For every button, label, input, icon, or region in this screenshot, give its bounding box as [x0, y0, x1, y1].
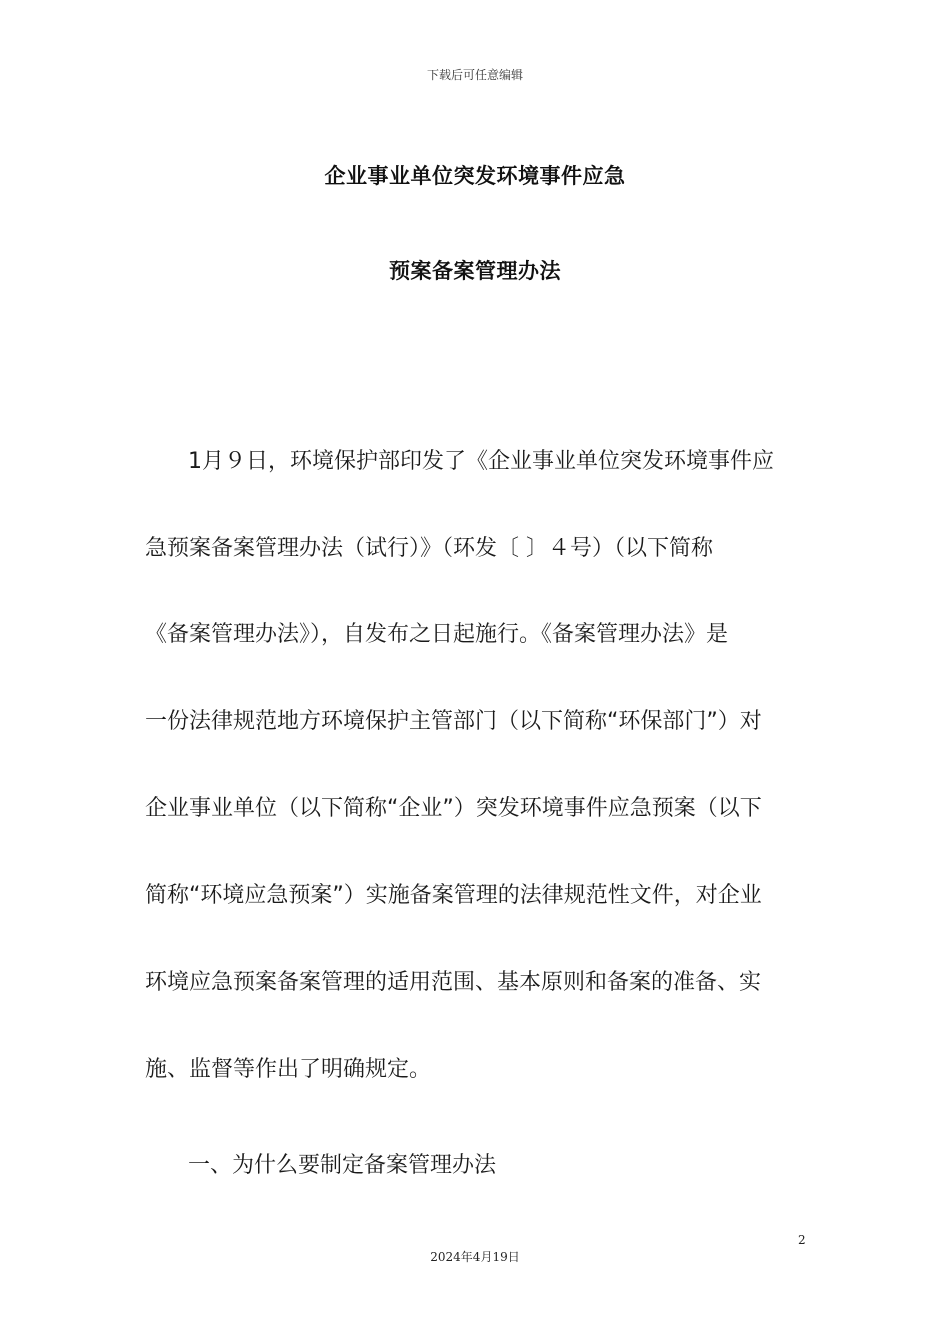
body-text-line: 急预案备案管理办法（试行）》（环发〔 〕４号）（以下简称 — [145, 536, 713, 561]
document-title-line-1: 企业事业单位突发环境事件应急 — [324, 164, 626, 188]
body-text-line: 一份法律规范地方环境保护主管部门（以下简称“环保部门”）对 — [145, 709, 762, 734]
header-note: 下载后可任意编辑 — [426, 68, 523, 82]
body-text-line: 简称“环境应急预案”）实施备案管理的法律规范性文件，对企业 — [145, 883, 762, 908]
document-title-line-2: 预案备案管理办法 — [389, 259, 561, 283]
body-text-line: 《备案管理办法》），自发布之日起施行。《备案管理办法》是 — [145, 622, 729, 647]
page-number: 2 — [798, 1233, 806, 1247]
body-text-line: 环境应急预案备案管理的适用范围、基本原则和备案的准备、实 — [145, 970, 762, 995]
body-text-line: 企业事业单位（以下简称“企业”）突发环境事件应急预案（以下 — [145, 796, 762, 821]
section-heading: 一、为什么要制定备案管理办法 — [188, 1153, 497, 1178]
body-text-line: 1月９日，环境保护部印发了《企业事业单位突发环境事件应 — [188, 449, 774, 474]
footer-date: 2024年4月19日 — [430, 1250, 520, 1264]
body-text-line: 施、监督等作出了明确规定。 — [145, 1057, 432, 1082]
